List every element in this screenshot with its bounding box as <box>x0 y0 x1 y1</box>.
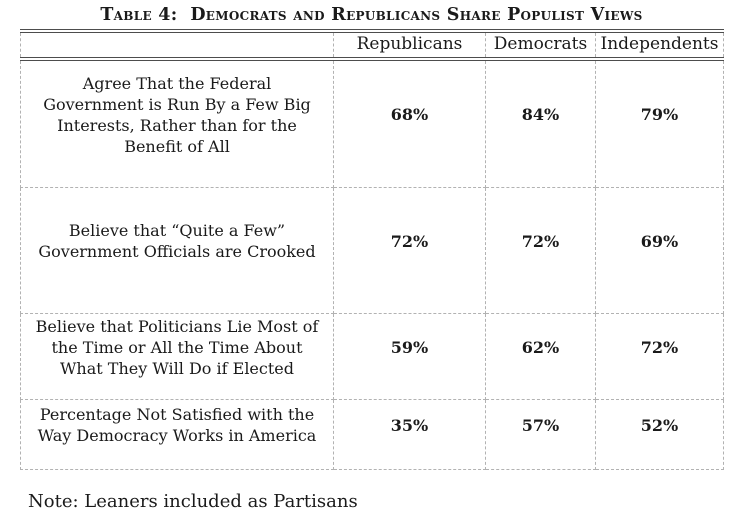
populist-views-table <box>20 29 724 470</box>
value-independents: 79% <box>596 59 724 187</box>
table-note: Note: Leaners included as Partisans <box>28 490 358 512</box>
value-republicans: 35% <box>334 399 486 469</box>
value-republicans: 72% <box>334 187 486 313</box>
header-row <box>21 31 724 59</box>
table-row <box>21 399 724 469</box>
value-democrats: 57% <box>486 399 596 469</box>
value-independents: 72% <box>596 313 724 399</box>
table-title: Table 4: Democrats and Republicans Share Populist Views <box>100 5 643 25</box>
value-democrats: 84% <box>486 59 596 187</box>
row-statement: Percentage Not Satisfied with the Way Democracy Works in America <box>21 399 334 469</box>
value-independents: 69% <box>596 187 724 313</box>
document-page <box>20 0 723 512</box>
column-header-independents: Independents <box>596 31 724 59</box>
column-header-democrats: Democrats <box>486 31 596 59</box>
value-democrats: 72% <box>486 187 596 313</box>
value-independents: 52% <box>596 399 724 469</box>
table-row <box>21 187 724 313</box>
value-republicans: 68% <box>334 59 486 187</box>
row-statement: Believe that Politicians Lie Most of the Time or All the Time About What They Will Do if Elected <box>21 313 334 399</box>
row-statement: Agree That the Federal Government is Run By a Few Big Interests, Rather than for the Benefit of All <box>21 59 334 187</box>
value-republicans: 59% <box>334 313 486 399</box>
column-header-republicans: Republicans <box>334 31 486 59</box>
table-row <box>21 313 724 399</box>
value-democrats: 62% <box>486 313 596 399</box>
header-empty-stub-cell <box>21 31 334 59</box>
table-row <box>21 59 724 187</box>
row-statement: Believe that “Quite a Few” Government Officials are Crooked <box>21 187 334 313</box>
